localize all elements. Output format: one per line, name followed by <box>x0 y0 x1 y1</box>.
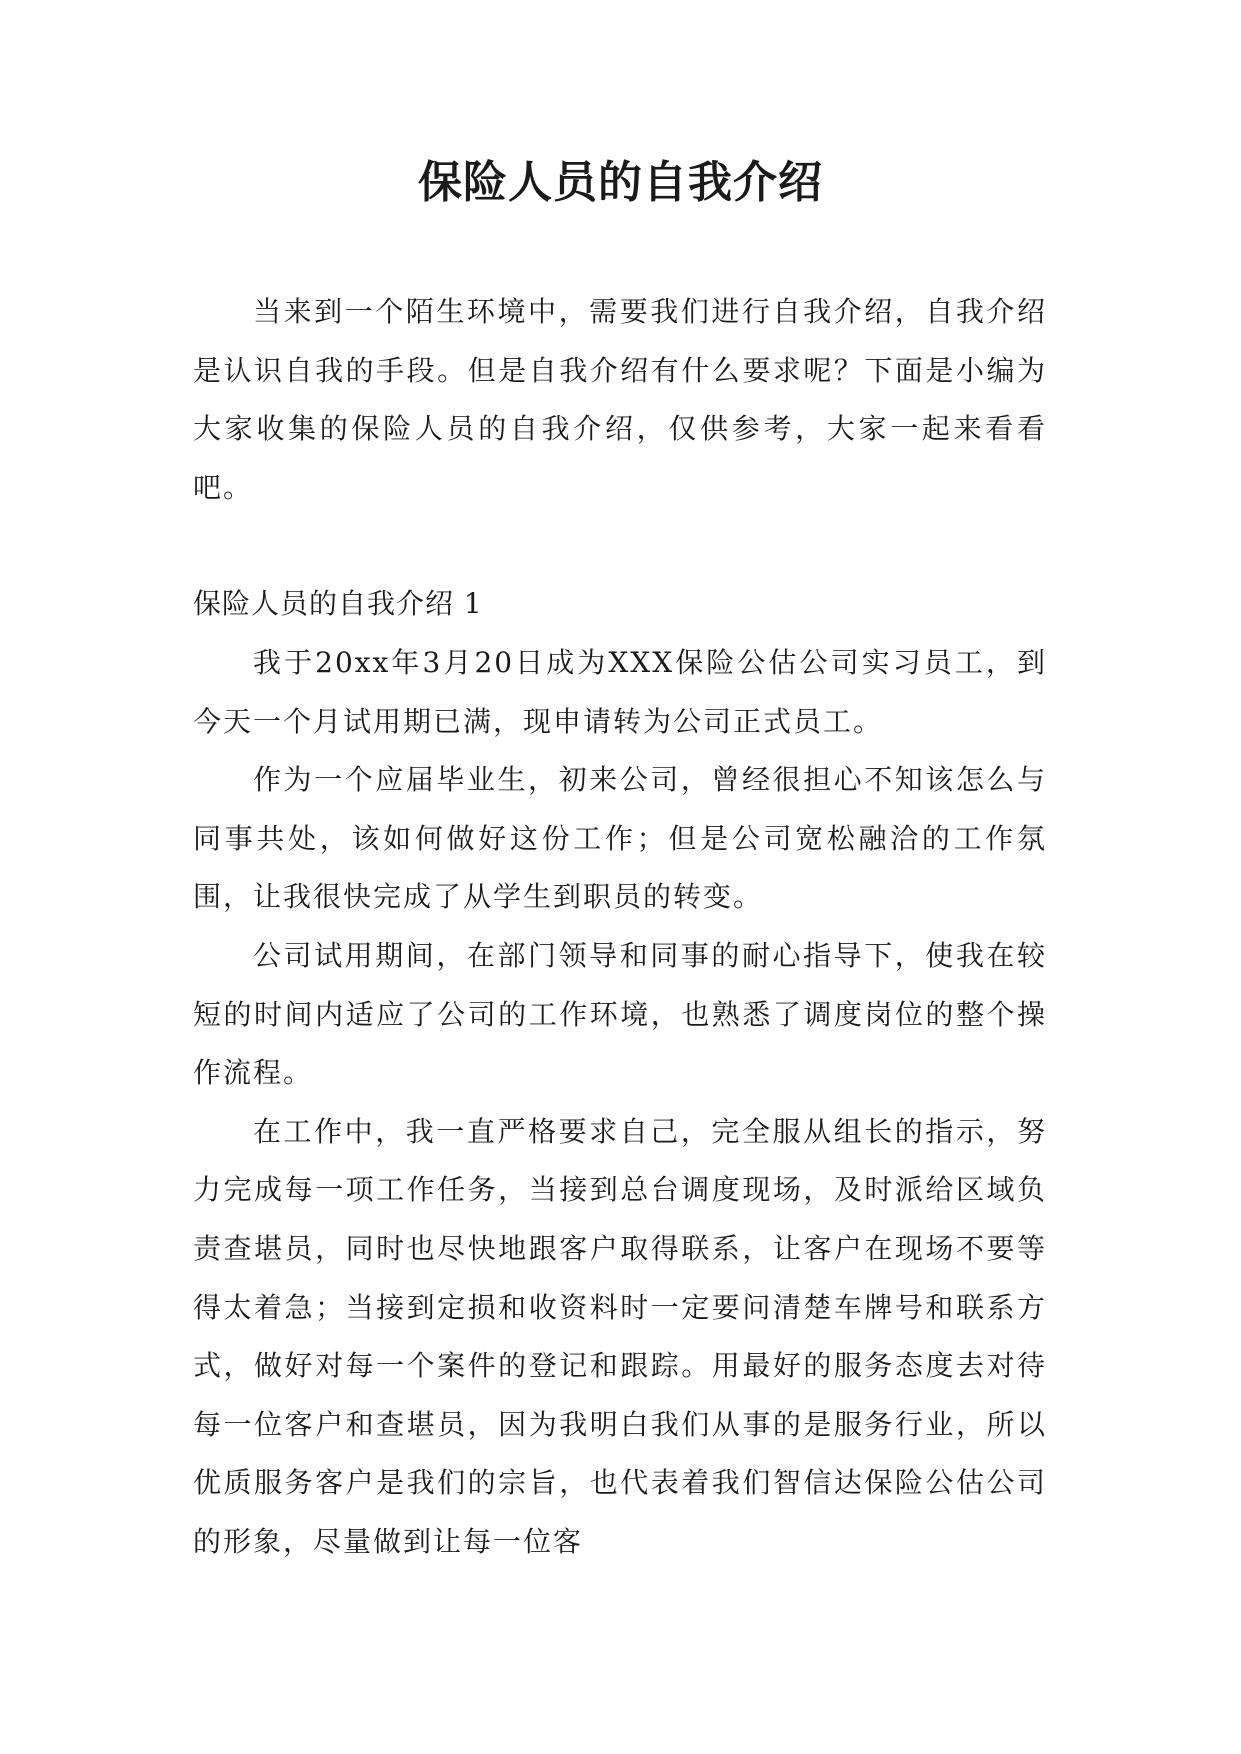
section-heading: 保险人员的自我介绍 1 <box>193 587 483 621</box>
body-paragraph-3: 公司试用期间，在部门领导和同事的耐心指导下，使我在较短的时间内适应了公司的工作环境，也熟悉了调度岗位的整个操作流程。 <box>193 938 1047 1090</box>
intro-paragraph: 当来到一个陌生环境中，需要我们进行自我介绍，自我介绍是认识自我的手段。但是自我介绍有什么要求呢？下面是小编为大家收集的保险人员的自我介绍，仅供参考，大家一起来看看吧。 <box>193 295 1047 504</box>
document-title: 保险人员的自我介绍 <box>418 157 823 208</box>
section-spacer <box>193 517 1047 575</box>
body-paragraph-2: 作为一个应届毕业生，初来公司，曾经很担心不知该怎么与同事共处，该如何做好这份工作；但是公司宽松融洽的工作氛围，让我很快完成了从学生到职员的转变。 <box>193 763 1047 914</box>
document-body <box>193 283 1047 1571</box>
body-paragraph-1: 我于20xx年3月20日成为XXX保险公估公司实习员工，到今天一个月试用期已满，现申请转为公司正式员工。 <box>193 645 1047 738</box>
body-paragraph-4: 在工作中，我一直严格要求自己，完全服从组长的指示，努力完成每一项工作任务，当接到总台调度现场，及时派给区域负责查堪员，同时也尽快地跟客户取得联系，让客户在现场不要等得太着急；当接到定损和收资料时一定要问清楚车牌号和联系方式，做好对每一个案件的登记和跟踪。用最好的服务态度去对待每一位客户和查堪员，因为我明白我们从事的是服务行业，所以优质服务客户是我们的宗旨，也代表着我们智信达保险公估公司的形象，尽量做到让每一位客 <box>193 1114 1047 1558</box>
